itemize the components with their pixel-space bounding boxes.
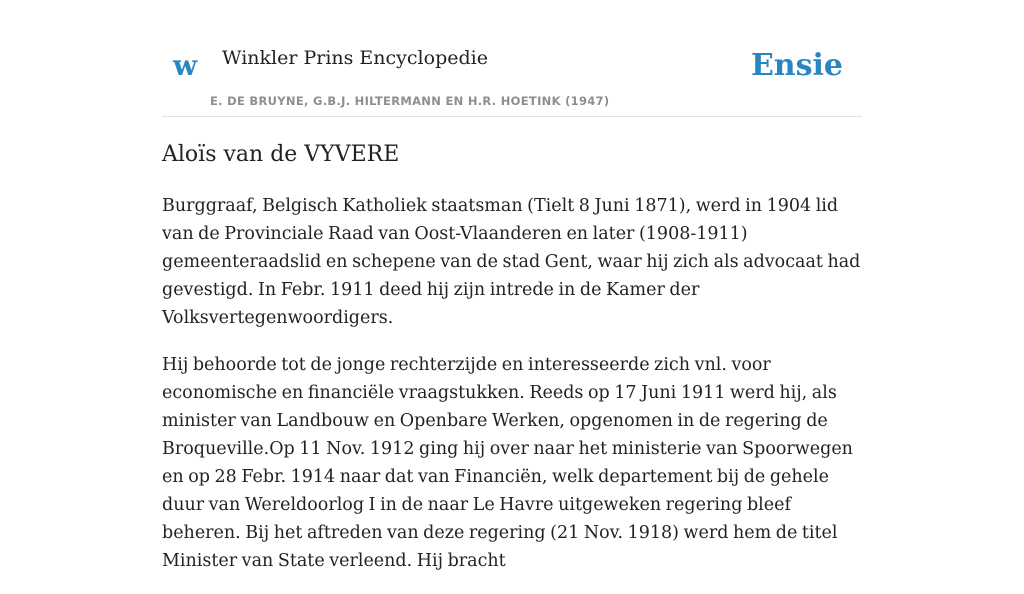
- ensie-brand-logo[interactable]: Ensie: [750, 48, 843, 83]
- article-body: [162, 192, 862, 594]
- source-header: [162, 0, 862, 117]
- page: [162, 0, 862, 571]
- source-authors: E. DE BRUYNE, G.B.J. HILTERMANN EN H.R. HOETINK (1947): [210, 94, 610, 108]
- winkler-prins-logo[interactable]: w: [173, 49, 198, 82]
- article-title: Aloïs van de VYVERE: [162, 142, 400, 167]
- article-paragraph: Burggraaf, Belgisch Katholiek staatsman (Tielt 8 Juni 1871), werd in 1904 lid van de Provinciale Raad van Oost-Vlaanderen en later (1908-1911) gemeenteraadslid en schepene van de stad Gent, waar hij zich als advocaat had gevestigd. In Febr. 1911 deed hij zijn intrede in de Kamer der Volksvertegenwoordigers.: [162, 196, 861, 328]
- article-paragraph: Hij behoorde tot de jonge rechterzijde en interesseerde zich vnl. voor economische en financiële vraagstukken. Reeds op 17 Juni 1911 werd hij, als minister van Landbouw en Openbare Werken, opgenomen in de regering de Broqueville.Op 11 Nov. 1912 ging hij over naar het ministerie van Spoorwegen en op 28 Febr. 1914 naar dat van Financiën, welk departement bij de gehele duur van Wereldoorlog I in de naar Le Havre uitgeweken regering bleef beheren. Bij het aftreden van deze regering (21 Nov. 1918) werd hem de titel Minister van State verleend. Hij bracht: [162, 355, 853, 571]
- source-title[interactable]: Winkler Prins Encyclopedie: [222, 47, 488, 69]
